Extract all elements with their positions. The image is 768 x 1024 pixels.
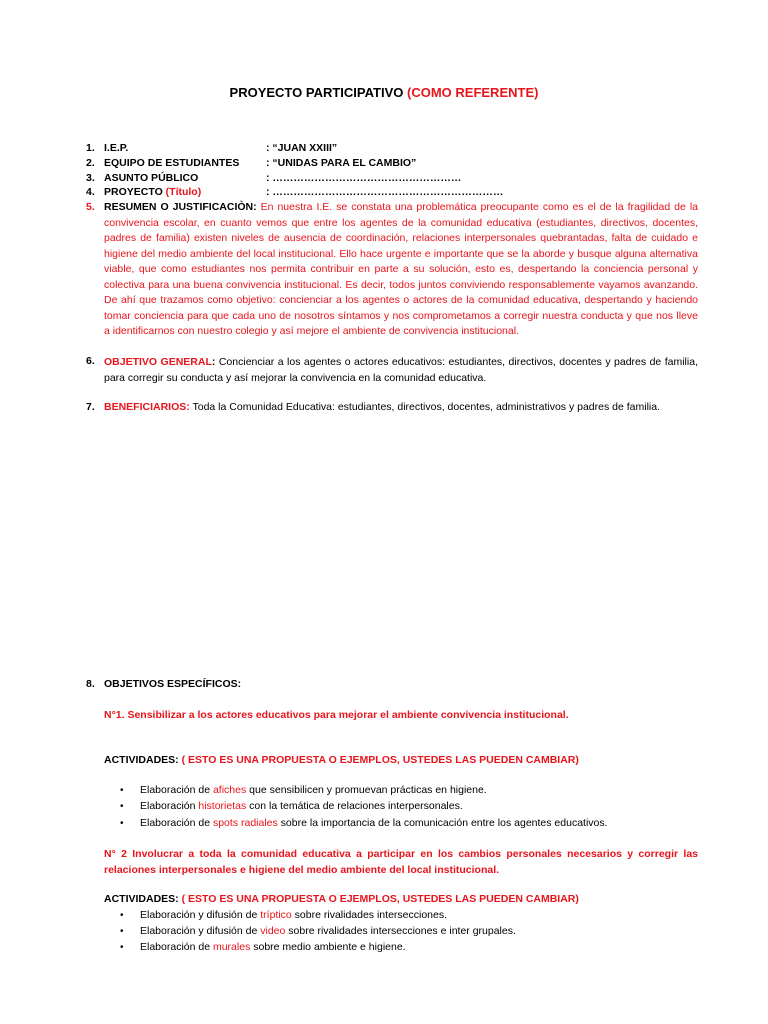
list-item	[140, 940, 406, 955]
beneficiarios-paragraph	[104, 400, 698, 415]
item-text: sobre rivalidades intersecciones.	[291, 909, 448, 921]
actividades-heading-2	[104, 892, 579, 907]
beneficiarios-label: BENEFICIARIOS:	[104, 401, 190, 413]
info-label: EQUIPO DE ESTUDIANTES	[104, 157, 240, 169]
proyecto-label: PROYECTO	[104, 186, 163, 198]
beneficiarios-text: Toda la Comunidad Educativa: estudiantes, directivos, docentes, administrativos y padres de familia.	[189, 401, 660, 413]
actividades-heading-1	[104, 753, 579, 768]
info-label: I.E.P.	[104, 142, 129, 154]
resumen-paragraph	[104, 200, 698, 340]
info-value: : …………………………………………………………	[266, 186, 504, 198]
resumen-label: RESUMEN O JUSTIFICACIÒN:	[104, 201, 257, 213]
item-text: Elaboración y difusión de	[140, 909, 261, 921]
objetivos-especificos-number: 8.	[86, 678, 95, 690]
info-value: : ………………………………………………	[266, 172, 462, 184]
list-item	[140, 799, 463, 814]
list-item	[140, 924, 516, 939]
resumen-text: En nuestra I.E. se constata una problemática preocupante como es el de la fragilidad de la convivencia escolar, en cuanto vemos que entre los agentes de la comunidad educativa (estudiantes, directivos, docentes, padres de familia) existen niveles de ausencia de coordinación, relaciones interpersonales quebrantadas, falta de cuidado e higiene del medio ambiente del local institucional. Ello hace urgente e importante que se la aborde y busque alguna alternativa viable, que como estudiantes nos permita contribuir en parte a su solución, esto es, despertando la conciencia personal y colectiva para una buena convivencia institucional. Es decir, todos juntos conviviendo responsablemente vayamos avanzando. De ahí que trazamos como objetivo: concienciar a los agentes o actores de la comunidad educativa, despertando y haciendo tomar conciencia para que cada uno de nosotros síntamos y nos comprometamos a corregir nuestra conducta y que nos lleve a identificarnos con nuestro colegio y así mejore el ambiente de convivencia institucional.	[104, 201, 698, 337]
item-highlight: video	[260, 925, 286, 937]
item-highlight: tríptico	[260, 909, 292, 921]
list-item	[140, 908, 447, 923]
info-label: ASUNTO PÚBLICO	[104, 172, 199, 184]
item-highlight: murales	[212, 941, 251, 953]
item-text: sobre la importancia de la comunicación entre los agentes educativos.	[277, 817, 608, 829]
actividades-note: ( ESTO ES UNA PROPUESTA O EJEMPLOS, USTEDES LAS PUEDEN CAMBIAR)	[181, 754, 579, 766]
item-highlight: afiches	[212, 784, 247, 796]
item-text: Elaboración de	[140, 817, 213, 829]
objetivos-especificos-label: OBJETIVOS ESPECÍFICOS:	[104, 678, 242, 690]
item-highlight: historietas	[198, 800, 247, 812]
item-text: Elaboración de	[140, 784, 213, 796]
objetivo-general-paragraph	[104, 354, 698, 386]
info-number: 1.	[86, 142, 95, 154]
info-number: 2.	[86, 157, 95, 169]
objetivo-especifico-1: N°1. Sensibilizar a los actores educativos para mejorar el ambiente convivencia institucional.	[104, 709, 569, 721]
item-text: que sensibilicen y promuevan prácticas en higiene.	[246, 784, 487, 796]
bullet-icon: •	[120, 942, 124, 953]
bullet-icon: •	[120, 785, 124, 796]
beneficiarios-number: 7.	[86, 401, 95, 413]
objetivo-general-number: 6.	[86, 355, 95, 367]
info-value: : “JUAN XXIII”	[266, 142, 338, 154]
objetivo-general-text: Concienciar a los agentes o actores educativos: estudiantes, directivos, docentes y padres de familia, para corregir su conducta y así mejorar la convivencia en la comunidad educativa.	[104, 356, 698, 384]
item-text: Elaboración	[140, 800, 199, 812]
info-number: 3.	[86, 172, 95, 184]
info-label	[104, 185, 201, 200]
actividades-label: ACTIVIDADES:	[104, 893, 182, 905]
item-text: Elaboración de	[140, 941, 213, 953]
page-title	[0, 85, 768, 100]
objetivo-especifico-2: N° 2 Involucrar a toda la comunidad educativa a participar en los cambios personales necesarios y corregir las relaciones interpersonales e higiene del medio ambiente del local institucional.	[104, 848, 698, 876]
item-text: con la temática de relaciones interpersonales.	[246, 800, 463, 812]
objetivo-general-label: OBJETIVO GENERAL	[104, 356, 212, 368]
item-text: Elaboración y difusión de	[140, 925, 261, 937]
bullet-icon: •	[120, 818, 124, 829]
bullet-icon: •	[120, 926, 124, 937]
actividades-label: ACTIVIDADES:	[104, 754, 182, 766]
bullet-icon: •	[120, 801, 124, 812]
title-main: PROYECTO PARTICIPATIVO	[229, 85, 404, 100]
titulo-note: (Título)	[165, 186, 202, 198]
objetivo-general-colon: :	[211, 356, 216, 368]
bullet-icon: •	[120, 910, 124, 921]
list-item	[140, 783, 487, 798]
actividades-note: ( ESTO ES UNA PROPUESTA O EJEMPLOS, USTEDES LAS PUEDEN CAMBIAR)	[181, 893, 579, 905]
title-note: (COMO REFERENTE)	[407, 85, 539, 100]
info-value: : “UNIDAS PARA EL CAMBIO”	[266, 157, 417, 169]
resumen-number: 5.	[86, 201, 95, 213]
item-text: sobre medio ambiente e higiene.	[250, 941, 406, 953]
info-number: 4.	[86, 186, 95, 198]
item-highlight: spots radiales	[212, 817, 278, 829]
item-text: sobre rivalidades intersecciones e inter grupales.	[285, 925, 516, 937]
list-item	[140, 816, 608, 831]
